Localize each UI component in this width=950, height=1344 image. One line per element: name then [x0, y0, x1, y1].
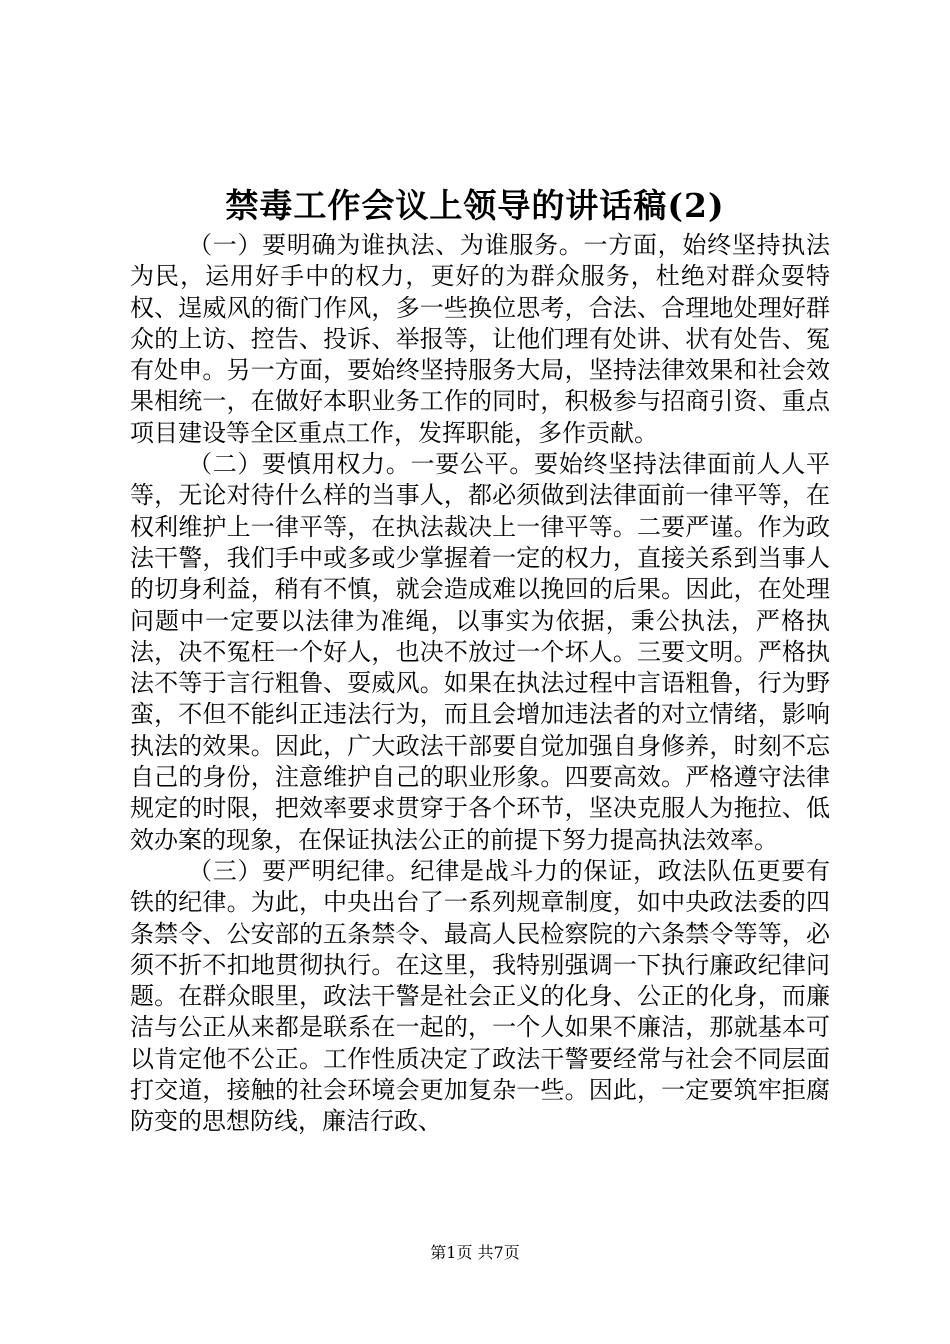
document-title: 禁毒工作会议上领导的讲话稿(2)	[225, 186, 725, 225]
page-footer: 第1页 共7页	[430, 1243, 520, 1262]
paragraph-1: （一）要明确为谁执法、为谁服务。一方面，始终坚持执法为民，运用好手中的权力，更好的为群众服务，杜绝对群众耍特权、逞威风的衙门作风，多一些换位思考，合法、合理地处理好群众的上访、控告、投诉、举报等，让他们理有处讲、状有处告、冤有处申。另一方面，要始终坚持服务大局，坚持法律效果和社会效果相统一，在做好本职业务工作的同时，积极参与招商引资、重点项目建设等全区重点工作，发挥职能，多作贡献。	[130, 231, 830, 447]
paragraph-2: （二）要慎用权力。一要公平。要始终坚持法律面前人人平等，无论对待什么样的当事人，都必须做到法律面前一律平等，在权利维护上一律平等，在执法裁决上一律平等。二要严谨。作为政法干警，我们手中或多或少掌握着一定的权力，直接关系到当事人的切身利益，稍有不慎，就会造成难以挽回的后果。因此，在处理问题中一定要以法律为准绳，以事实为依据，秉公执法，严格执法，决不冤枉一个好人，也决不放过一个坏人。三要文明。严格执法不等于言行粗鲁、耍威风。如果在执法过程中言语粗鲁，行为野蛮，不但不能纠正违法行为，而且会增加违法者的对立情绪，影响执法的效果。因此，广大政法干部要自觉加强自身修养，时刻不忘自己的身份，注意维护自己的职业形象。四要高效。严格遵守法律规定的时限，把效率要求贯穿于各个环节，坚决克服人为拖拉、低效办案的现象，在保证执法公正的前提下努力提高执法效率。	[130, 450, 830, 854]
paragraph-3: （三）要严明纪律。纪律是战斗力的保证，政法队伍更要有铁的纪律。为此，中央出台了一系列规章制度，如中央政法委的四条禁令、公安部的五条禁令、最高人民检察院的六条禁令等等，必须不折不扣地贯彻执行。在这里，我特别强调一下执行廉政纪律问题。在群众眼里，政法干警是社会正义的化身、公正的化身，而廉洁与公正从来都是联系在一起的，一个人如果不廉洁，那就基本可以肯定他不公正。工作性质决定了政法干警要经常与社会不同层面打交道，接触的社会环境会更加复杂一些。因此，一定要筑牢拒腐防变的思想防线，廉洁行政、	[130, 856, 830, 1136]
document-body	[130, 230, 830, 1138]
